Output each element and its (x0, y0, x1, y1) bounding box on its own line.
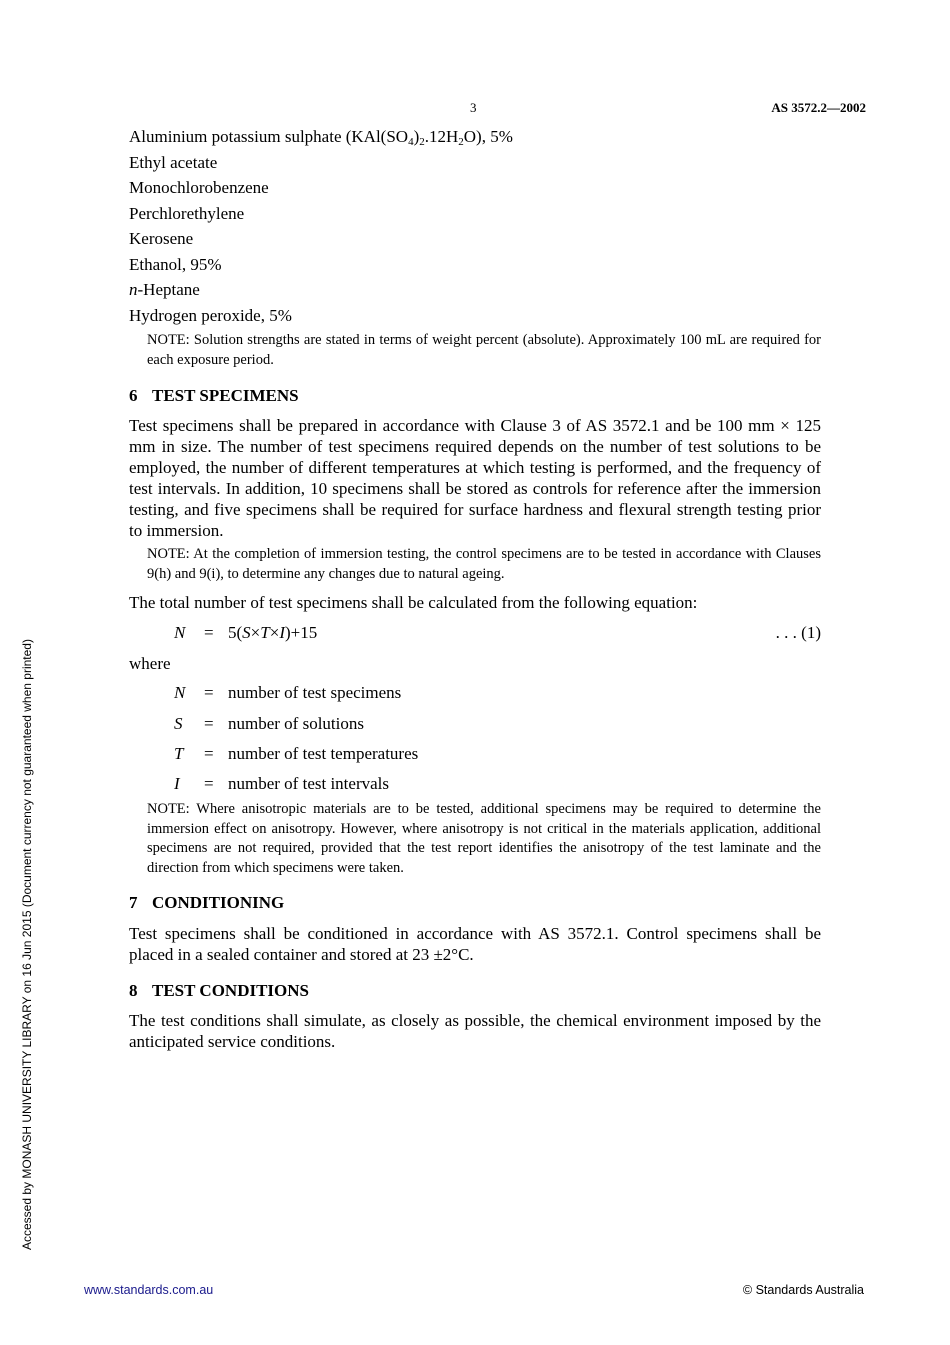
footer-copyright: © Standards Australia (742, 1283, 864, 1297)
section-6-paragraph: Test specimens shall be prepared in accordance with Clause 3 of AS 3572.1 and be 100 mm × 125 mm in size. The number of test specimens required depends on the number of test solutions to be employed, the number of different temperatures at which testing is performed, and the frequency of test intervals. In addition, 10 specimens shall be stored as controls for reference after the immersion testing, and five specimens shall be required for surface hardness and flexural strength testing prior to immersion. (129, 416, 821, 540)
definition-row: I = number of test intervals (174, 774, 389, 793)
page-number: 3 (470, 100, 477, 115)
list-item: Aluminium potassium sulphate $(KAl(SO_4)_2.12H_2O)$, 5% (129, 127, 513, 148)
footer-website-link[interactable]: www.standards.com.au (84, 1283, 214, 1297)
definition-row: T = number of test temperatures (174, 744, 419, 763)
list-item: Hydrogen peroxide, 5% (129, 306, 292, 325)
equation: N = 5(S×T×I)+15 . . . (1) (174, 623, 821, 642)
list-item: Monochlorobenzene (129, 178, 269, 197)
note-solution-strengths: NOTE: Solution strengths are stated in terms of weight percent (absolute). Approximately 100 mL are required for each exposure period. (147, 332, 821, 368)
section-7-heading: 7 CONDITIONING (129, 893, 285, 912)
list-item: Kerosene (129, 229, 194, 248)
section-7-paragraph: Test specimens shall be conditioned in accordance with AS 3572.1. Control specimens shall be placed in a sealed container and stored at 23 ±2°C. (129, 924, 821, 964)
note-control-specimens: NOTE: At the completion of immersion testing, the control specimens are to be tested in accordance with Clauses 9(h) and 9(i), to determine any changes due to natural ageing. (147, 546, 821, 582)
access-watermark: Accessed by MONASH UNIVERSITY LIBRARY on 16 Jun 2015 (Document currency not guaranteed when printed) (20, 639, 34, 1250)
equation-reference: . . . (1) (775, 623, 821, 642)
definition-row: S = number of solutions (174, 714, 364, 733)
list-item: n-Heptane (129, 280, 200, 299)
list-item: Perchlorethylene (129, 204, 245, 223)
section-8-heading: 8 TEST CONDITIONS (129, 981, 309, 1000)
where-label: where (129, 654, 171, 673)
note-anisotropy: NOTE: Where anisotropic materials are to be tested, additional specimens may be required to determine the immersion effect on anisotropy. However, where anisotropy is not critical in the materials application, additional specimens are not required, provided that the test report identifies the anisotropy of the test laminate and the direction from which specimens were taken. (147, 801, 821, 876)
definition-row: N = number of test specimens (174, 683, 402, 702)
equation-intro: The total number of test specimens shall be calculated from the following equation: (129, 593, 698, 612)
section-8-paragraph: The test conditions shall simulate, as closely as possible, the chemical environment imposed by the anticipated service conditions. (129, 1011, 821, 1051)
list-item: Ethyl acetate (129, 153, 218, 172)
section-6-heading: 6 TEST SPECIMENS (129, 386, 299, 405)
list-item: Ethanol, 95% (129, 255, 222, 274)
document-id: AS 3572.2—2002 (771, 100, 866, 115)
